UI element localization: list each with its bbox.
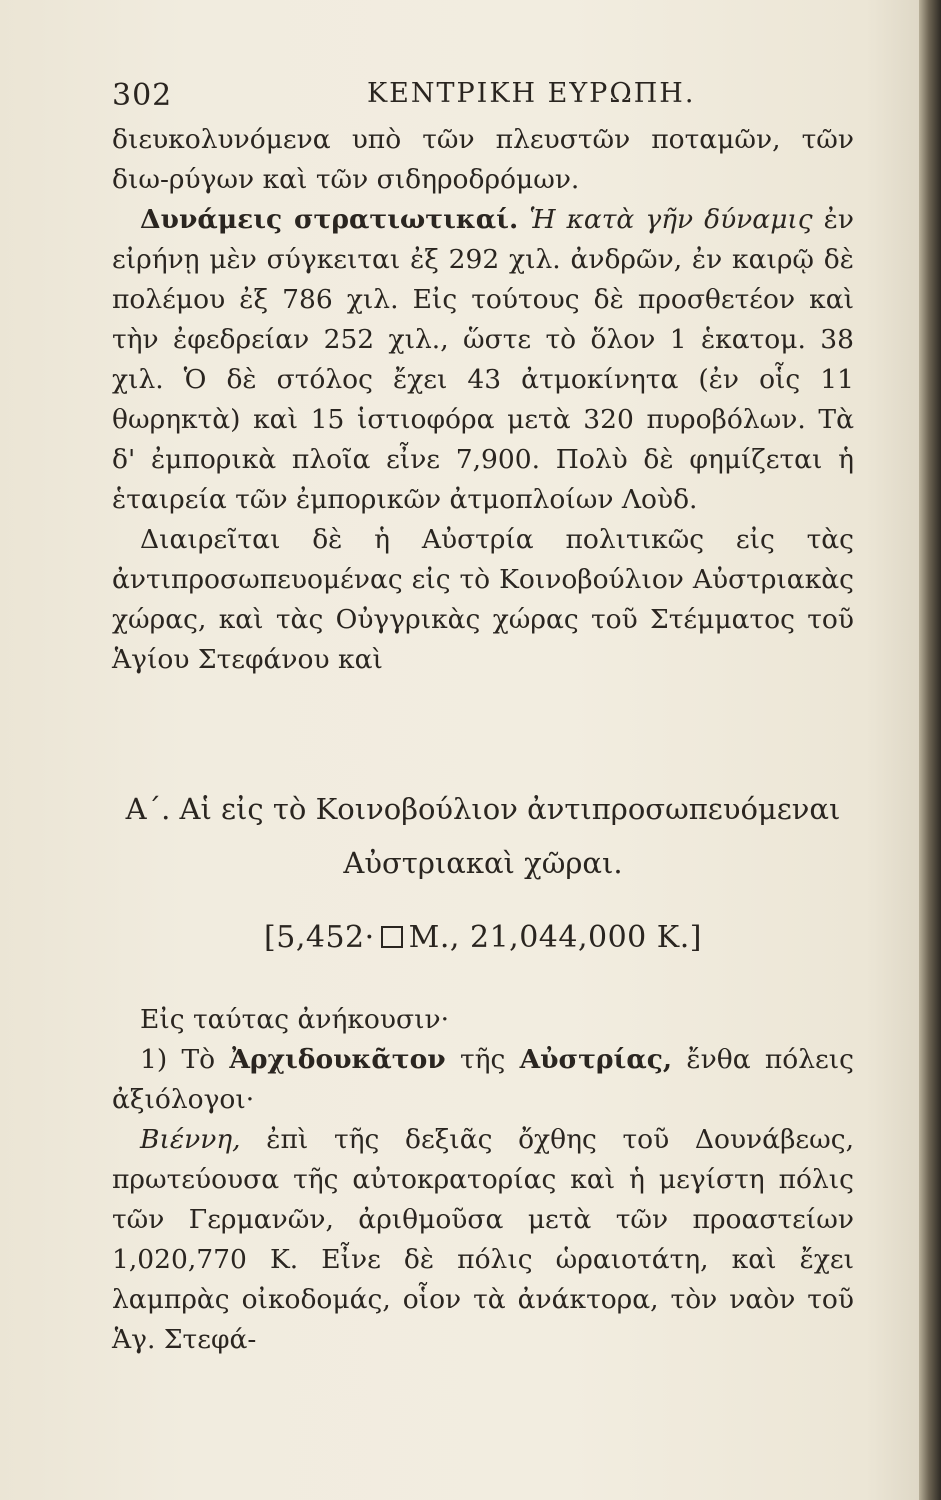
archduchy-rest: ἔνθα πόλεις ἀξιόλογοι·	[112, 1044, 854, 1115]
paragraph-archduchy	[112, 1040, 854, 1120]
vienna-text: ἐπὶ τῆς δεξιᾶς ὄχθης τοῦ Δουνάβεως, πρωτεύουσα τῆς αὐτοκρατορίας καὶ ἡ μεγίστη πόλις τῶν Γερμανῶν, ἀριθμοῦσα μετὰ τῶν προαστείων 1,020,770 Κ. Εἶνε δὲ πόλις ὡραιοτάτη, καὶ ἔχει λαμπρὰς οἰκοδομάς, οἷον τὰ ἀνάκτορα, τὸν ναὸν τοῦ Ἁγ. Στεφά-	[112, 1124, 854, 1355]
archduchy-bold: Ἀρχιδουκᾶτον	[229, 1044, 446, 1075]
main-text	[112, 120, 854, 680]
stats-population: Μ., 21,044,000 Κ.]	[408, 920, 702, 955]
page-number: 302	[112, 78, 173, 113]
paragraph-continuation: διευκολυνόμενα υπὸ τῶν πλευστῶν ποταμῶν, τῶν διω-ρύγων καὶ τῶν σιδηροδρόμων.	[112, 124, 854, 195]
square-unit-icon	[381, 926, 403, 948]
section-heading	[112, 782, 854, 890]
section-heading-line1: Α΄. Αἱ εἰς τὸ Κοινοβούλιον ἀντιπροσωπευόμεναι	[125, 792, 841, 826]
vienna-italic: Βιέννη,	[140, 1124, 241, 1155]
area-population-stats	[112, 920, 854, 955]
paragraph-division: Διαιρεῖται δὲ ἡ Αὐστρία πολιτικῶς εἰς τὰς ἀντιπροσωπευομένας εἰς τὸ Κοινοβούλιον Αὐστριακὰς χώρας, καὶ τὰς Οὐγγρικὰς χώρας τοῦ Στέμματος τοῦ Ἁγίου Στεφάνου καὶ	[112, 524, 854, 675]
paragraph-belong: Εἰς ταύτας ἀνήκουσιν·	[140, 1004, 450, 1035]
main-text-2	[112, 1000, 854, 1360]
running-head: ΚΕΝΤΡΙΚΗ ΕΥΡΩΠΗ.	[367, 78, 696, 109]
land-forces-italic: Ἡ κατὰ γῆν δύναμις	[529, 204, 813, 235]
section-heading-line2: Αὐστριακαὶ χῶραι.	[343, 846, 623, 880]
austria-bold: Αὐστρίας,	[519, 1044, 673, 1075]
archduchy-mid: τῆς	[459, 1044, 506, 1075]
paragraph-military	[112, 200, 854, 520]
military-forces-heading: Δυνάμεις στρατιωτικαί.	[140, 204, 519, 235]
item-number: 1) Τὸ	[140, 1044, 216, 1075]
stats-area: [5,452·	[264, 920, 375, 955]
page-edge-shadow	[919, 0, 941, 1500]
paragraph-vienna	[112, 1120, 854, 1360]
military-text: ἐν εἰρήνῃ μὲν σύγκειται ἐξ 292 χιλ. ἀνδρῶν, ἐν καιρῷ δὲ πολέμου ἐξ 786 χιλ. Εἰς τούτους δὲ προσθετέον καὶ τὴν ἐφεδρείαν 252 χιλ., ὥστε τὸ ὅλον 1 ἑκατομ. 38 χιλ. Ὁ δὲ στόλος ἔχει 43 ἀτμοκίνητα (ἐν οἷς 11 θωρηκτὰ) καὶ 15 ἱστιοφόρα μετὰ 320 πυροβόλων. Τὰ δ' ἐμπορικὰ πλοῖα εἶνε 7,900. Πολὺ δὲ φημίζεται ἡ ἑταιρεία τῶν ἐμπορικῶν ἀτμοπλοίων Λοὺδ.	[112, 204, 854, 515]
